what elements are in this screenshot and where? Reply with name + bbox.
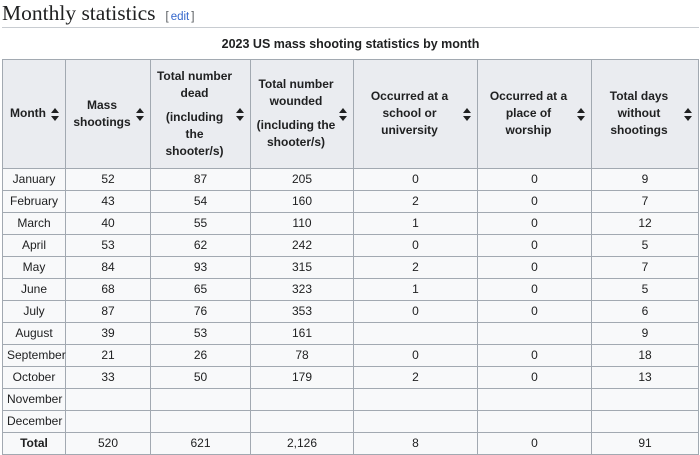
sort-icon[interactable] [51,108,60,121]
month-cell: March [3,212,66,234]
month-cell: August [3,322,66,344]
column-header-total-dead[interactable]: Total number dead (including the shooter/s) [151,59,251,168]
value-cell [478,388,592,410]
month-cell: October [3,366,66,388]
value-cell: 62 [151,234,251,256]
value-cell [478,410,592,432]
month-cell: Total [3,432,66,454]
value-cell: 520 [66,432,151,454]
sort-icon[interactable] [339,108,348,121]
value-cell: 0 [478,344,592,366]
value-cell: 76 [151,300,251,322]
value-cell: 315 [251,256,354,278]
value-cell: 0 [478,300,592,322]
value-cell: 7 [592,190,699,212]
month-cell: July [3,300,66,322]
table-row [3,410,699,432]
value-cell: 21 [66,344,151,366]
value-cell: 0 [478,256,592,278]
value-cell: 0 [354,234,478,256]
value-cell: 160 [251,190,354,212]
value-cell [592,410,699,432]
sort-icon[interactable] [684,108,693,121]
table-row [3,322,699,344]
month-cell: January [3,168,66,190]
value-cell: 26 [151,344,251,366]
value-cell: 54 [151,190,251,212]
value-cell: 68 [66,278,151,300]
table-body [3,168,699,454]
value-cell: 7 [592,256,699,278]
value-cell: 8 [354,432,478,454]
sort-icon[interactable] [463,108,472,121]
value-cell: 2 [354,366,478,388]
value-cell [354,410,478,432]
column-header-worship[interactable]: Occurred at a place of worship [478,59,592,168]
value-cell: 179 [251,366,354,388]
month-cell: April [3,234,66,256]
month-cell: November [3,388,66,410]
value-cell [251,410,354,432]
value-cell: 40 [66,212,151,234]
value-cell: 87 [151,168,251,190]
header-row [3,59,699,168]
month-cell: February [3,190,66,212]
value-cell: 0 [478,234,592,256]
value-cell: 18 [592,344,699,366]
value-cell: 0 [354,168,478,190]
value-cell: 1 [354,278,478,300]
value-cell: 0 [478,432,592,454]
sort-icon[interactable] [136,108,145,121]
value-cell: 6 [592,300,699,322]
value-cell: 0 [478,278,592,300]
value-cell: 53 [66,234,151,256]
table-row [3,168,699,190]
value-cell: 53 [151,322,251,344]
value-cell: 0 [354,300,478,322]
value-cell: 87 [66,300,151,322]
table-row [3,234,699,256]
value-cell: 2,126 [251,432,354,454]
value-cell [66,410,151,432]
section-heading-row [2,1,699,28]
value-cell: 9 [592,168,699,190]
value-cell: 0 [478,190,592,212]
value-cell: 0 [354,344,478,366]
value-cell [354,388,478,410]
table-row [3,344,699,366]
value-cell: 33 [66,366,151,388]
value-cell: 39 [66,322,151,344]
value-cell: 84 [66,256,151,278]
value-cell [66,388,151,410]
edit-bracket-close: ] [191,11,195,23]
value-cell: 323 [251,278,354,300]
value-cell [478,322,592,344]
value-cell: 5 [592,278,699,300]
month-cell: May [3,256,66,278]
table-row [3,388,699,410]
month-cell: June [3,278,66,300]
table-row [3,212,699,234]
month-cell: December [3,410,66,432]
value-cell: 353 [251,300,354,322]
value-cell: 78 [251,344,354,366]
value-cell: 93 [151,256,251,278]
edit-bracket-open: [ [165,11,169,23]
sort-icon[interactable] [577,108,586,121]
section-title-text: Monthly statistics [2,1,156,25]
column-header-total-wounded[interactable]: Total number wounded (including the shooter/s) [251,59,354,168]
table-caption: 2023 US mass shooting statistics by month [221,36,480,51]
value-cell: 52 [66,168,151,190]
value-cell: 0 [478,212,592,234]
value-cell: 55 [151,212,251,234]
month-cell: September [3,344,66,366]
value-cell: 65 [151,278,251,300]
total-row [3,432,699,454]
table-row [3,300,699,322]
statistics-table [2,35,699,455]
value-cell: 12 [592,212,699,234]
value-cell: 2 [354,190,478,212]
column-header-days-without[interactable]: Total days without shootings [592,59,699,168]
column-header-mass-shootings[interactable]: Mass shootings [66,59,151,168]
column-header-month[interactable]: Month [3,59,66,168]
value-cell: 110 [251,212,354,234]
value-cell: 91 [592,432,699,454]
value-cell: 0 [478,168,592,190]
edit-link[interactable]: edit [170,11,190,23]
value-cell: 5 [592,234,699,256]
value-cell [354,322,478,344]
sort-icon[interactable] [236,108,245,121]
value-cell: 43 [66,190,151,212]
table-row [3,366,699,388]
edit-section [166,11,195,23]
value-cell [151,388,251,410]
value-cell: 9 [592,322,699,344]
value-cell: 13 [592,366,699,388]
column-header-school[interactable]: Occurred at a school or university [354,59,478,168]
value-cell: 621 [151,432,251,454]
value-cell [251,388,354,410]
value-cell: 2 [354,256,478,278]
value-cell: 1 [354,212,478,234]
value-cell [592,388,699,410]
value-cell: 242 [251,234,354,256]
page-title [2,1,156,25]
table-row [3,278,699,300]
value-cell: 205 [251,168,354,190]
value-cell [151,410,251,432]
value-cell: 50 [151,366,251,388]
value-cell: 0 [478,366,592,388]
value-cell: 161 [251,322,354,344]
table-row [3,190,699,212]
table-row [3,256,699,278]
